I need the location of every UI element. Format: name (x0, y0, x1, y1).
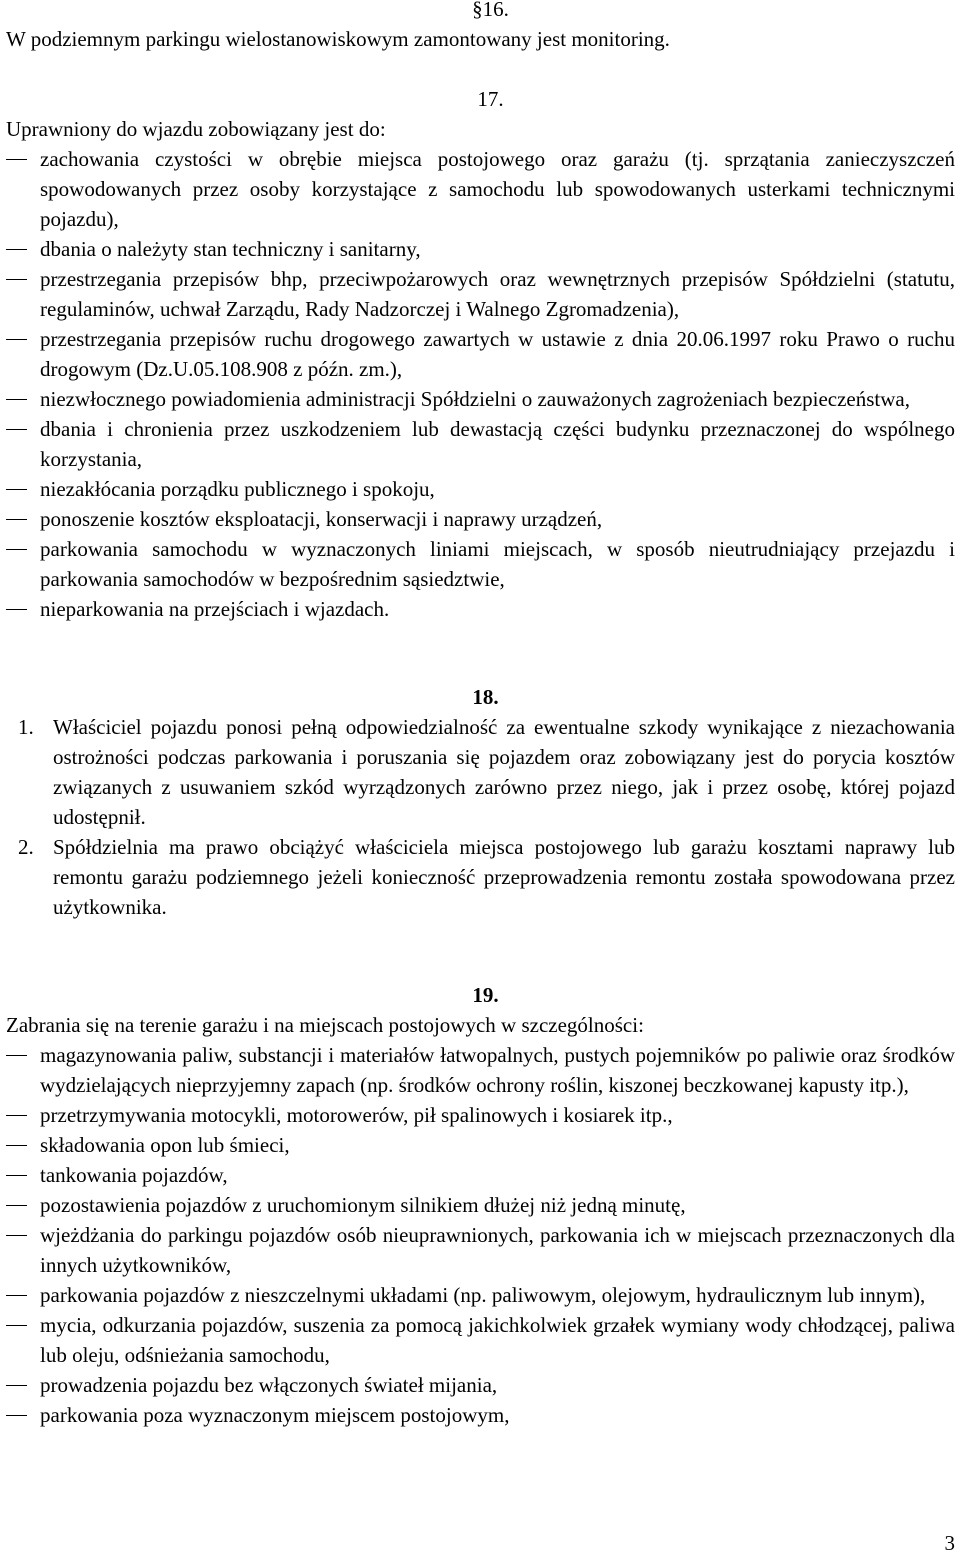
list-item: składowania opon lub śmieci, (6, 1130, 955, 1160)
section-17-heading: 17. (477, 87, 504, 111)
item-number: 1. (18, 715, 34, 739)
numbered-item (6, 832, 955, 922)
spacer (6, 54, 955, 84)
list-item: dbania o należyty stan techniczny i sanitarny, (6, 234, 955, 264)
list-item: przestrzegania przepisów bhp, przeciwpożarowych oraz wewnętrznych przepisów Spółdzielni (statutu, regulaminów, uchwał Zarządu, Rady Nadzorczej i Walnego Zgromadzenia), (6, 264, 955, 324)
spacer (6, 624, 955, 654)
list-item: wjeżdżania do parkingu pojazdów osób nieuprawnionych, parkowania ich w miejscach przeznaczonych dla innych użytkowników, (6, 1220, 955, 1280)
section-19-intro: Zabrania się na terenie garażu i na miejscach postojowych w szczególności: (6, 1013, 644, 1037)
section-16-text: W podziemnym parkingu wielostanowiskowym zamontowany jest monitoring. (6, 27, 670, 51)
section-17-intro: Uprawniony do wjazdu zobowiązany jest do: (6, 117, 386, 141)
list-item: niezakłócania porządku publicznego i spokoju, (6, 474, 955, 504)
list-item: dbania i chronienia przez uszkodzeniem lub dewastacją części budynku przeznaczonej do wspólnego korzystania, (6, 414, 955, 474)
list-item: mycia, odkurzania pojazdów, suszenia za pomocą jakichkolwiek grzałek wymiany wody chłodzącej, paliwa lub oleju, odśnieżania samochodu, (6, 1310, 955, 1370)
list-item: prowadzenia pojazdu bez włączonych świateł mijania, (6, 1370, 955, 1400)
list-item: ponoszenie kosztów eksploatacji, konserwacji i naprawy urządzeń, (6, 504, 955, 534)
page-number: 3 (944, 1531, 955, 1555)
section-18-heading: 18. (472, 685, 499, 709)
list-item: niezwłocznego powiadomienia administracji Spółdzielni o zauważonych zagrożeniach bezpieczeństwa, (6, 384, 955, 414)
item-number: 2. (18, 835, 34, 859)
spacer (6, 922, 955, 952)
spacer (6, 952, 955, 980)
item-text: Spółdzielnia ma prawo obciążyć właściciela miejsca postojowego lub garażu kosztami naprawy lub remontu garażu podziemnego jeżeli konieczność przeprowadzenia remontu została spowodowana przez użytkownika. (53, 835, 955, 919)
list-item: pozostawienia pojazdów z uruchomionym silnikiem dłużej niż jedną minutę, (6, 1190, 955, 1220)
item-text: Właściciel pojazdu ponosi pełną odpowiedzialność za ewentualne szkody wynikające z niezachowania ostrożności podczas parkowania i poruszania się pojazdem oraz zobowiązany jest do porycia kosztów związanych z usuwaniem szkód wyrządzonych zarówno przez niego, jak i przez osobę, której pojazd udostępnił. (53, 715, 955, 829)
list-item: przestrzegania przepisów ruchu drogowego zawartych w ustawie z dnia 20.06.1997 roku Prawo o ruchu drogowym (Dz.U.05.108.908 z późn. zm.), (6, 324, 955, 384)
list-item: magazynowania paliw, substancji i materiałów łatwopalnych, pustych pojemników po paliwie oraz środków wydzielających nieprzyjemny zapach (np. środków ochrony roślin, kiszonej beczkowanej kapusty itp.), (6, 1040, 955, 1100)
section-18-list (6, 712, 955, 922)
list-item: przetrzymywania motocykli, motorowerów, pił spalinowych i kosiarek itp., (6, 1100, 955, 1130)
section-16-heading: §16. (472, 0, 509, 21)
section-19-list (6, 1040, 955, 1430)
list-item: parkowania samochodu w wyznaczonych liniami miejscach, w sposób nieutrudniający przejazdu i parkowania samochodów w bezpośrednim sąsiedztwie, (6, 534, 955, 594)
spacer (6, 654, 955, 682)
list-item: parkowania poza wyznaczonym miejscem postojowym, (6, 1400, 955, 1430)
list-item: parkowania pojazdów z nieszczelnymi układami (np. paliwowym, olejowym, hydraulicznym lub innym), (6, 1280, 955, 1310)
numbered-item (6, 712, 955, 832)
section-17-list (6, 144, 955, 624)
list-item: nieparkowania na przejściach i wjazdach. (6, 594, 955, 624)
list-item: tankowania pojazdów, (6, 1160, 955, 1190)
section-19-heading: 19. (472, 983, 499, 1007)
list-item: zachowania czystości w obrębie miejsca postojowego oraz garażu (tj. sprzątania zanieczyszczeń spowodowanych przez osoby korzystające z samochodu lub spowodowanych usterkami technicznymi pojazdu), (6, 144, 955, 234)
